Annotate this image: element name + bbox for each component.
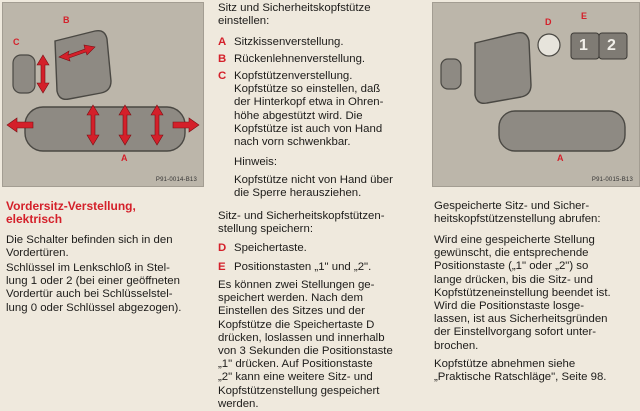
left-paragraph-2 bbox=[6, 262, 206, 315]
text-line: die Sperre herausziehen. bbox=[234, 187, 362, 200]
text-line: lung 0 oder Schlüssel abgezogen). bbox=[6, 301, 182, 314]
text-line: „1" drücken. Auf Positionstaste bbox=[218, 358, 373, 371]
text-line: einstellen: bbox=[218, 15, 270, 28]
text-line: heitskopfstützenstellung abrufen: bbox=[434, 213, 601, 226]
item-letter: E bbox=[218, 261, 226, 273]
text-line: der Einstellvorgang sofort unter- bbox=[434, 326, 597, 339]
text-line: drücken, loslassen und innerhalb bbox=[218, 331, 385, 344]
text-line: werden. bbox=[218, 397, 259, 410]
memory-switch-drawing bbox=[433, 3, 639, 186]
text-line: von 3 Sekunden die Positionstaste bbox=[218, 345, 393, 358]
text-line: „2" kann eine weitere Sitz- und bbox=[218, 371, 373, 384]
memory-switch-illustration bbox=[432, 2, 640, 187]
item-c bbox=[218, 70, 428, 152]
text-line: Kopfstütze die Speichertaste D bbox=[218, 318, 375, 331]
title-line-2: elektrisch bbox=[6, 212, 63, 226]
text-line: speichert werden. Nach dem bbox=[218, 292, 363, 305]
text-line: Wird die Positionstaste losge- bbox=[434, 300, 585, 313]
text-line: der Hinterkopf etwa in Ohren- bbox=[234, 96, 384, 109]
hint-text bbox=[234, 174, 428, 200]
text-line: Es können zwei Stellungen ge- bbox=[218, 279, 375, 291]
position-key-2: 2 bbox=[607, 37, 616, 54]
text-line: höhe abgestützt wird. Die bbox=[234, 109, 363, 122]
intro-text bbox=[218, 2, 428, 28]
text-line: Kopfstütze nicht von Hand über bbox=[234, 174, 393, 186]
text-line: lung 1 oder 2 (bei einer geöffneten bbox=[6, 275, 180, 288]
item-e bbox=[218, 261, 428, 275]
text-line: „Praktische Ratschläge", Seite 98. bbox=[434, 371, 607, 384]
text-line: Schlüssel im Lenkschloß in Stel- bbox=[6, 262, 170, 274]
label-d: D bbox=[545, 17, 552, 27]
text-line: Kopfstütze ist auch von Hand bbox=[234, 122, 383, 135]
item-letter: D bbox=[218, 242, 227, 254]
item-letter: C bbox=[218, 70, 227, 82]
text-line: Sitz- und Sicherheitskopfstützen- bbox=[218, 210, 385, 222]
item-d bbox=[218, 242, 428, 256]
store-heading bbox=[218, 210, 428, 236]
text-line: Kopfstützeneinstellung beendet ist. bbox=[434, 286, 611, 299]
item-text bbox=[234, 70, 383, 149]
text-line: Kopfstütze so einstellen, daß bbox=[234, 83, 381, 96]
hint-label: Hinweis: bbox=[234, 156, 278, 168]
text-line: Kopfstützenverstellung. bbox=[234, 70, 353, 82]
text-line: stellung speichern: bbox=[218, 223, 313, 236]
store-body bbox=[218, 279, 428, 411]
seat-switch-drawing bbox=[3, 3, 203, 186]
label-a: A bbox=[121, 153, 128, 163]
title-line-1: Vordersitz-Verstellung, bbox=[6, 199, 136, 213]
figure-code-left: P91-0014-B13 bbox=[155, 177, 197, 183]
item-letter: B bbox=[218, 53, 227, 65]
item-text: Rückenlehnenverstellung. bbox=[234, 53, 366, 65]
item-text: Positionstasten „1" und „2". bbox=[234, 261, 372, 273]
text-line: gewünscht, die entsprechende bbox=[434, 247, 589, 260]
recall-body bbox=[434, 234, 640, 353]
section-title bbox=[6, 200, 206, 226]
text-line: lassen, ist aus Sicherheitsgründen bbox=[434, 313, 608, 326]
seat-switch-illustration bbox=[2, 2, 204, 187]
text-line: brochen. bbox=[434, 339, 479, 352]
text-line: Kopfstützenstellung gespeichert bbox=[218, 384, 380, 397]
text-line: Die Schalter befinden sich in den bbox=[6, 234, 173, 246]
text-line: nach vorn schwenkbar. bbox=[234, 136, 351, 149]
label-a-right: A bbox=[557, 153, 564, 163]
left-paragraph-1 bbox=[6, 234, 206, 260]
text-line: Vordertüren. bbox=[6, 247, 69, 260]
item-b bbox=[218, 53, 428, 67]
item-text: Speichertaste. bbox=[234, 242, 307, 254]
item-a bbox=[218, 36, 428, 50]
text-line: Kopfstütze abnehmen siehe bbox=[434, 358, 576, 370]
reference-text bbox=[434, 358, 640, 384]
text-line: Vordertür auch bei Schlüsselstel- bbox=[6, 288, 173, 301]
text-line: Wird eine gespeicherte Stellung bbox=[434, 234, 595, 246]
label-c: C bbox=[13, 37, 20, 47]
figure-code-right: P91-0015-B13 bbox=[591, 177, 633, 183]
position-key-1: 1 bbox=[579, 37, 588, 54]
text-line: Positionstaste („1" oder „2") so bbox=[434, 260, 589, 273]
text-line: Gespeicherte Sitz- und Sicher- bbox=[434, 200, 590, 212]
label-e: E bbox=[581, 11, 588, 21]
item-letter: A bbox=[218, 36, 227, 48]
text-line: Einstellen des Sitzes und der bbox=[218, 305, 365, 318]
text-line: lange drücken, bis die Sitz- und bbox=[434, 273, 593, 286]
label-b: B bbox=[63, 15, 70, 25]
text-line: Sitz und Sicherheitskopfstütze bbox=[218, 2, 371, 14]
item-text: Sitzkissenverstellung. bbox=[234, 36, 344, 48]
recall-heading bbox=[434, 200, 640, 226]
